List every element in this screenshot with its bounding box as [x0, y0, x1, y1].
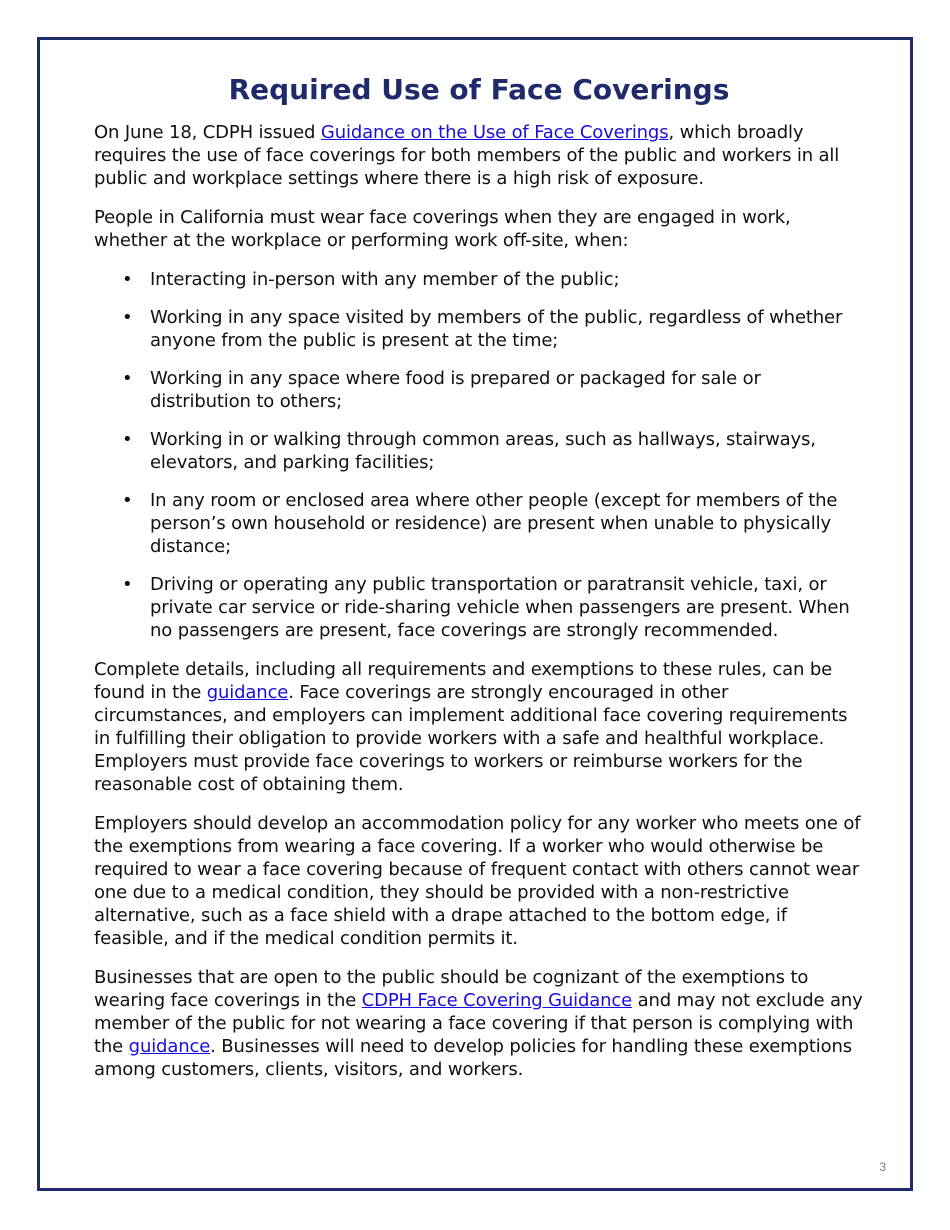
bullet-icon: •	[122, 574, 133, 595]
businesses-text-part1: Businesses that are open to the public should be cognizant of the exemptions to wearing face coverings in the	[94, 967, 809, 1011]
document-content	[94, 70, 864, 1097]
list-item-text: Working in any space where food is prepared or packaged for sale or distribution to others;	[150, 368, 761, 412]
page-frame	[37, 37, 913, 1191]
businesses-text-part2: and may not exclude any member of the public for not wearing a face covering if that person is complying with the	[94, 990, 863, 1057]
list-item-text: Driving or operating any public transportation or paratransit vehicle, taxi, or private car service or ride-sharing vehicle when passengers are present. When no passengers are present, face coverings are strongly recommended.	[150, 574, 850, 641]
list-item	[94, 367, 864, 413]
list-item	[94, 428, 864, 474]
page-title: Required Use of Face Coverings	[228, 73, 730, 106]
list-item	[94, 268, 864, 291]
businesses-text-part3: . Businesses will need to develop policies for handling these exemptions among customers, clients, visitors, and workers.	[94, 1036, 852, 1080]
guidance-link[interactable]: guidance	[206, 682, 289, 703]
intro-text-after: , which broadly requires the use of face coverings for both members of the public and workers in all public and workplace settings where there is a high risk of exposure.	[94, 122, 840, 189]
cdph-face-covering-guidance-link[interactable]: CDPH Face Covering Guidance	[361, 990, 633, 1011]
list-item	[94, 489, 864, 558]
list-item-text: Interacting in-person with any member of the public;	[150, 269, 620, 290]
requirements-list	[94, 268, 864, 642]
guidance-link-2[interactable]: guidance	[128, 1036, 211, 1057]
accommodation-paragraph: Employers should develop an accommodation policy for any worker who meets one of the exemptions from wearing a face covering. If a worker who would otherwise be required to wear a face covering because of frequent contact with others cannot wear one due to a medical condition, they should be provided with a non-restrictive alternative, such as a face shield with a drape attached to the bottom edge, if feasible, and if the medical condition permits it.	[94, 813, 861, 949]
must-wear-intro-paragraph: People in California must wear face coverings when they are engaged in work, whether at the workplace or performing work off-site, when:	[94, 207, 791, 251]
list-item-text: Working in any space visited by members of the public, regardless of whether anyone from the public is present at the time;	[150, 307, 843, 351]
details-text-after: . Face coverings are strongly encouraged in other circumstances, and employers can implement additional face covering requirements in fulfilling their obligation to provide workers with a safe and healthful workplace. Employers must provide face coverings to workers or reimburse workers for the reasonable cost of obtaining them.	[94, 682, 848, 795]
bullet-icon: •	[122, 490, 133, 511]
details-paragraph	[94, 658, 864, 796]
intro-text-before: On June 18, CDPH issued	[94, 122, 321, 143]
businesses-paragraph	[94, 966, 864, 1081]
face-coverings-guidance-link[interactable]: Guidance on the Use of Face Coverings	[320, 122, 669, 143]
list-item-text: In any room or enclosed area where other people (except for members of the person’s own household or residence) are present when unable to physically distance;	[150, 490, 838, 557]
bullet-icon: •	[122, 269, 133, 290]
list-item	[94, 573, 864, 642]
bullet-icon: •	[122, 368, 133, 389]
intro-paragraph	[94, 121, 864, 190]
bullet-icon: •	[122, 307, 133, 328]
list-item-text: Working in or walking through common areas, such as hallways, stairways, elevators, and parking facilities;	[150, 429, 816, 473]
bullet-icon: •	[122, 429, 133, 450]
details-text-before: Complete details, including all requirements and exemptions to these rules, can be found in the	[94, 659, 833, 703]
page-number: 3	[879, 1160, 886, 1174]
list-item	[94, 306, 864, 352]
